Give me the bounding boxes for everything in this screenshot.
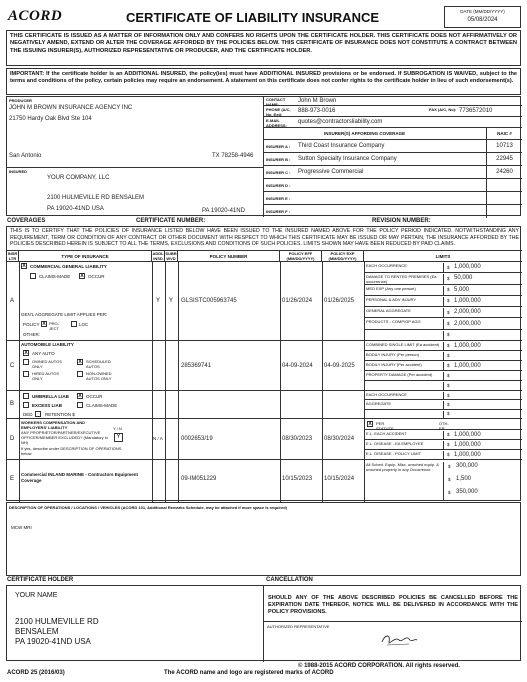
limit-value: 2,000,000 xyxy=(454,309,481,316)
policy-agg-checkbox[interactable]: X xyxy=(42,321,46,327)
dollar-sign: $ xyxy=(447,383,450,388)
limit-row xyxy=(364,330,522,341)
dollar-sign: $ xyxy=(447,321,450,327)
disclaimer: THIS CERTIFICATE IS ISSUED AS A MATTER OF INFORMATION ONLY AND CONFERS NO RIGHTS UPON THE CERTIFICATE HOLDER. THIS CERTIFICATE DOES NOT AFFIRMATIVELY OR NEGATIVELY AMEND, EXTEND OR ALTER THE COVERAGE AFFORDED BY THE POLICIES BELOW. THIS CERTIFICATE OF INSURANCE DOES NOT CONSTITUTE A CONTRACT BETWEEN THE ISSUING INSURER(S), AUTHORIZED REPRESENTATIVE OR PRODUCER, AND THE CERTIFICATE HOLDER. xyxy=(6,30,521,66)
dollar-sign: $ xyxy=(448,477,451,482)
limit-label xyxy=(366,331,444,341)
limit-value: 1,000,000 xyxy=(454,264,481,271)
limit-row xyxy=(364,341,522,351)
insured-address: 2100 HULMEVILLE RD BENSALEM xyxy=(47,195,145,201)
dollar-sign: $ xyxy=(447,373,450,378)
insurer-row xyxy=(264,204,522,217)
dollar-sign: $ xyxy=(447,309,450,315)
holder-line1: 2100 HULMEVILLE RD xyxy=(15,617,99,626)
umbrella-label: UMBRELLA LIAB xyxy=(32,394,69,399)
limit-label: COMBINED SINGLE LIMIT (Ea accident) xyxy=(366,342,444,351)
date-box xyxy=(444,6,521,28)
limit-value: 1,000,000 xyxy=(454,451,481,458)
limit-row xyxy=(364,361,522,371)
dollar-sign: $ xyxy=(447,343,450,348)
signature-mark xyxy=(379,630,419,650)
loc-agg-checkbox[interactable] xyxy=(71,321,77,327)
copyright: © 1988-2015 ACORD CORPORATION. All rights reserved. xyxy=(298,663,460,669)
limit-row xyxy=(364,440,522,450)
policy-agg-label: POLICY xyxy=(23,322,40,327)
excess-label: EXCESS LIAB xyxy=(32,403,63,408)
email-label: E-MAIL ADDRESS: xyxy=(266,118,287,128)
insurer-naic-value: 22945 xyxy=(496,156,513,162)
holder-name: YOUR NAME xyxy=(15,592,58,599)
wc-title: WORKERS COMPENSATION AND EMPLOYERS' LIABILITY xyxy=(21,420,85,430)
auto-exp: 04-09-2025 xyxy=(324,363,355,369)
limit-label: DAMAGE TO RENTED PREMISES (Ea occurrence) xyxy=(366,274,444,284)
col-type: TYPE OF INSURANCE xyxy=(19,251,152,262)
limit-row xyxy=(364,450,522,460)
inland-policy-number: 09-IM051229 xyxy=(181,476,217,482)
limit-value: 1,000,000 xyxy=(454,342,481,349)
limit-label: PROPERTY DAMAGE (Per accident) xyxy=(366,372,444,381)
date-label: DATE (MM/DD/YYYY) xyxy=(460,9,505,14)
limit-label: E.L. EACH ACCIDENT xyxy=(366,431,444,440)
limit-row xyxy=(364,371,522,381)
limit-label xyxy=(366,382,444,391)
limit-value: 5,000 xyxy=(454,286,470,293)
wc-exp: 08/30/2024 xyxy=(324,436,355,442)
wc-limits xyxy=(364,430,522,460)
auto-limits xyxy=(364,341,522,391)
coverages-notice: THIS IS TO CERTIFY THAT THE POLICIES OF INSURANCE LISTED BELOW HAVE BEEN ISSUED TO THE INSURED NAMED ABOVE FOR THE POLICY PERIOD INDICATED. NOTWITHSTANDING ANY REQUIREMENT, TERM OR CONDITION OF ANY CONTRACT OR OTHER DOCUMENT WITH RESPECT TO WHICH THIS CERTIFICATE MAY BE ISSUED OR MAY PERTAIN, THE INSURANCE AFFORDED BY THE POLICIES DESCRIBED HEREIN IS SUBJECT TO ALL THE TERMS, EXCLUSIONS AND CONDITIONS OF SUCH POLICIES. LIMITS SHOWN MAY HAVE BEEN REDUCED BY PAID CLAIMS. xyxy=(7,227,522,251)
wc-excluded-answer[interactable]: Y xyxy=(114,433,123,442)
contact-section xyxy=(264,97,522,139)
any-auto-checkbox[interactable]: X xyxy=(24,350,28,356)
limit-label: E.L. DISEASE - POLICY LIMIT xyxy=(366,451,444,460)
limit-value: 50,000 xyxy=(454,275,473,282)
ded-checkbox[interactable] xyxy=(35,411,41,417)
insurer-row-label: INSURER C : xyxy=(266,170,291,175)
dollar-sign: $ xyxy=(447,275,450,281)
auto-row xyxy=(7,341,522,391)
col-addl: ADDL INSD xyxy=(152,251,164,261)
insurer-row-label: INSURER A : xyxy=(266,144,291,149)
gl-limits xyxy=(364,262,522,341)
limit-label: AGGREGATE xyxy=(366,401,444,409)
dollar-sign: $ xyxy=(447,363,450,368)
fax-value: 7736572010 xyxy=(459,108,493,114)
retention-label: RETENTION $ xyxy=(45,412,75,417)
coverages-table xyxy=(6,226,521,501)
auto-ltr: C xyxy=(10,363,15,369)
dollar-sign: $ xyxy=(447,298,450,304)
naic-label: NAIC # xyxy=(497,131,512,136)
wc-statute-row xyxy=(364,419,522,430)
insured-section xyxy=(7,167,264,217)
insurer-row-label: INSURER E : xyxy=(266,196,291,201)
limit-row xyxy=(364,351,522,361)
col-eff: POLICY EFF (MM/DD/YYYY) xyxy=(280,251,322,262)
auto-policy-number: 285369741 xyxy=(181,363,212,369)
inland-value: 1,500 xyxy=(456,476,472,482)
inland-row xyxy=(7,460,522,502)
gl-eff: 01/26/2024 xyxy=(282,298,313,304)
col-exp: POLICY EXP (MM/DD/YYYY) xyxy=(322,251,364,262)
wc-policy-number: 0002653/19 xyxy=(181,436,213,442)
insurer-row-label: INSURER F : xyxy=(266,209,290,214)
email-value: quotes@contractorsliability.com xyxy=(298,119,383,125)
insurer-row-label: INSURER B : xyxy=(266,157,291,162)
col-insr: INSR LTR xyxy=(7,251,18,261)
gl-title: COMMERCIAL GENERAL LIABILITY xyxy=(30,264,107,269)
insurer-row-name: Progressive Commercial xyxy=(298,169,364,175)
occur-checkbox[interactable]: X xyxy=(80,273,84,279)
insurer-row-name: Third Coast Insurance Company xyxy=(298,143,385,149)
inland-value-row xyxy=(444,473,522,486)
limit-row xyxy=(364,262,522,273)
insured-name: YOUR COMPANY, LLC xyxy=(47,175,110,181)
col-policy: POLICY NUMBER xyxy=(178,251,280,262)
dollar-sign: $ xyxy=(447,332,450,338)
wc-eff: 08/30/2023 xyxy=(282,436,313,442)
holder-line3: PA 19020-41ND USA xyxy=(15,637,91,646)
auto-title: AUTOMOBILE LIABILITY xyxy=(21,342,74,347)
inland-exp: 10/15/2024 xyxy=(324,476,355,482)
auth-rep-label: AUTHORIZED REPRESENTATIVE xyxy=(267,624,330,629)
nonowned-label: NON-OWNED AUTOS ONLY xyxy=(86,371,112,381)
acord-marks: The ACORD name and logo are registered marks of ACORD xyxy=(164,670,334,676)
wc-row xyxy=(7,419,522,460)
owned-label: OWNED AUTOS ONLY xyxy=(32,359,62,369)
gl-row xyxy=(7,262,522,341)
limit-value: 1,000,000 xyxy=(454,441,481,448)
umbrella-claims-label: CLAIMS-MADE xyxy=(86,403,118,408)
limit-label: PERSONAL & ADV INJURY xyxy=(366,297,444,307)
insurer-row xyxy=(264,178,522,191)
scheduled-label: SCHEDULED AUTOS xyxy=(86,359,111,369)
limit-label: MED EXP (Any one person) xyxy=(366,286,444,296)
holder-label: CERTIFICATE HOLDER xyxy=(7,577,74,583)
dollar-sign: $ xyxy=(447,264,450,270)
dollar-sign: $ xyxy=(447,432,450,437)
inland-eff: 10/15/2023 xyxy=(282,476,313,482)
gl-exp: 01/26/2025 xyxy=(324,298,355,304)
limit-label: BODILY INJURY (Per accident) xyxy=(366,362,444,371)
insurer-row-name: Sutton Specialty Insurance Company xyxy=(298,156,397,162)
dollar-sign: $ xyxy=(448,464,451,469)
wc-na: N / A xyxy=(153,436,163,441)
gl-policy-number: GLSISTC005963745 xyxy=(181,298,237,304)
important-notice: IMPORTANT: If the certificate holder is an ADDITIONAL INSURED, the policy(ies) must have ADDITIONAL INSURED provisions or be endorsed. If SUBROGATION IS WAIVED, subject to the terms and conditions of the policy, certain policies may require an endorsement. A statement on this certificate does not confer rights to the certificate holder in lieu of such endorsement(s). xyxy=(6,68,521,95)
wc-ltr: D xyxy=(10,436,15,442)
ded-label: DED xyxy=(23,412,33,417)
insurer-row xyxy=(264,191,522,204)
limit-label: PRODUCTS - COMP/OP AGG xyxy=(366,319,444,329)
coverages-header xyxy=(6,217,521,226)
project-agg-label: PRO-JECT xyxy=(49,321,59,331)
limit-row xyxy=(364,430,522,440)
nonowned-checkbox[interactable] xyxy=(77,371,83,377)
phone-value: 888-973-0016 xyxy=(298,108,336,114)
gl-checkbox[interactable]: X xyxy=(22,263,26,269)
date-value: 05/08/2024 xyxy=(467,16,498,23)
dollar-sign: $ xyxy=(447,401,450,407)
limit-row xyxy=(364,285,522,296)
form-number: ACORD 25 (2016/03) xyxy=(7,670,65,676)
limit-row xyxy=(364,391,522,400)
cert-number-label: CERTIFICATE NUMBER: xyxy=(136,218,206,224)
insured-city: PA 19020-41ND USA xyxy=(47,206,104,212)
dollar-sign: $ xyxy=(447,452,450,457)
limit-row xyxy=(364,318,522,329)
loc-agg-label: LOC xyxy=(79,322,89,327)
dollar-sign: $ xyxy=(448,490,451,495)
description-section xyxy=(6,502,521,576)
wc-any-text: ANY PROPRIETOR/PARTNER/EXECUTIVE OFFICER/MEMBER EXCLUDED? (Mandatory in NH) xyxy=(21,430,108,445)
contact-name-label: CONTACT NAME: xyxy=(266,97,286,107)
hired-checkbox[interactable] xyxy=(23,371,29,377)
insurer-naic-value: 24260 xyxy=(496,169,513,175)
limit-row xyxy=(364,273,522,284)
description-label: DESCRIPTION OF OPERATIONS / LOCATIONS / VEHICLES (ACORD 101, Additional Remarks Schedule, may be attached if more space is required) xyxy=(9,505,287,510)
insurer-rows xyxy=(264,139,522,217)
dollar-sign: $ xyxy=(447,287,450,293)
producer-section xyxy=(7,97,264,167)
coverages-label: COVERAGES xyxy=(7,218,46,224)
limit-row xyxy=(364,307,522,318)
umbrella-occur-label: OCCUR xyxy=(86,394,103,399)
limit-label: GENERAL AGGREGATE xyxy=(366,308,444,318)
cancellation-section xyxy=(264,586,522,662)
insurer-row-label: INSURER D : xyxy=(266,183,291,188)
gl-subr: Y xyxy=(169,298,174,304)
umbrella-checkbox[interactable] xyxy=(23,393,29,399)
gen-agg-label: GEN'L AGGREGATE LIMIT APPLIES PER: xyxy=(21,312,108,317)
cancellation-label: CANCELLATION xyxy=(266,577,313,583)
page-title: CERTIFICATE OF LIABILITY INSURANCE xyxy=(126,10,380,25)
limit-row xyxy=(364,296,522,307)
limit-value: 1,000,000 xyxy=(454,362,481,369)
producer-address: 21750 Hardy Oak Blvd Ste 104 xyxy=(9,116,92,122)
insurer-row xyxy=(264,165,522,178)
insurer-row xyxy=(264,152,522,165)
dollar-sign: $ xyxy=(447,411,450,417)
header xyxy=(6,6,521,28)
inland-values xyxy=(444,460,522,502)
oth-er-label: OTH-ER xyxy=(439,421,449,431)
insurers-header: INSURER(S) AFFORDING COVERAGE xyxy=(324,131,406,136)
limit-value: 2,000,000 xyxy=(454,320,481,327)
gl-addl: Y xyxy=(156,298,161,304)
holder-section xyxy=(7,586,264,662)
dollar-sign: $ xyxy=(447,353,450,358)
insurer-naic-value: 10713 xyxy=(496,143,513,149)
limit-value: 1,000,000 xyxy=(454,431,481,438)
limit-row xyxy=(364,400,522,409)
umbrella-limits xyxy=(364,391,522,419)
col-limits: LIMITS xyxy=(435,254,451,259)
inland-value: 350,000 xyxy=(456,489,478,495)
producer-state-zip: TX 78258-4946 xyxy=(212,153,254,159)
inland-limit-labels: All Sched. Equip. Misc. unsched equip. & unsched property in any Occurrence xyxy=(366,462,444,500)
wc-yn: Y / N xyxy=(113,426,122,431)
inland-value-row xyxy=(444,486,522,499)
umbrella-claims-checkbox[interactable] xyxy=(77,402,83,408)
umbrella-row xyxy=(7,391,522,419)
revision-label: REVISION NUMBER: xyxy=(372,218,431,224)
holder-line2: BENSALEM xyxy=(15,627,59,636)
owned-checkbox[interactable] xyxy=(23,359,29,365)
inland-value: 300,000 xyxy=(456,463,478,469)
any-auto-label: ANY AUTO xyxy=(32,351,55,356)
cancellation-text: SHOULD ANY OF THE ABOVE DESCRIBED POLICIES BE CANCELLED BEFORE THE EXPIRATION DATE THEREOF, NOTICE WILL BE DELIVERED IN ACCORDANCE WITH THE POLICY PROVISIONS. xyxy=(264,586,522,622)
fax-label: FAX (A/C, No): xyxy=(429,107,457,112)
limit-label: E.L. DISEASE - EA EMPLOYEE xyxy=(366,441,444,450)
scheduled-checkbox[interactable]: X xyxy=(78,359,82,365)
certificate-page xyxy=(6,6,521,676)
umbrella-occur-checkbox[interactable]: X xyxy=(78,393,82,399)
auto-eff: 04-09-2024 xyxy=(282,363,313,369)
other-label: OTHER: xyxy=(23,332,41,337)
dollar-sign: $ xyxy=(447,442,450,447)
hired-label: HIRED AUTOS ONLY xyxy=(32,371,60,381)
umbrella-ltr: B xyxy=(10,401,15,407)
claims-made-label: CLAIMS-MADE xyxy=(39,274,71,279)
excess-checkbox[interactable] xyxy=(23,402,29,408)
producer-city: San Antonio xyxy=(9,153,42,159)
insured-city-right: PA 19020-41ND xyxy=(202,208,245,214)
insurer-row xyxy=(264,139,522,152)
producer-label: PRODUCER xyxy=(9,98,32,103)
phone-label: PHONE (A/C, No, Ext): xyxy=(266,107,291,117)
limit-label: EACH OCCURRENCE xyxy=(366,392,444,400)
inland-value-row xyxy=(444,460,522,473)
limit-label xyxy=(366,411,444,419)
occur-label: OCCUR xyxy=(88,274,105,279)
holder-cancel-block xyxy=(6,585,521,661)
acord-logo: ACORD xyxy=(8,8,63,24)
dollar-sign: $ xyxy=(447,392,450,398)
col-subr: SUBR WVD xyxy=(165,251,177,261)
limit-row xyxy=(364,410,522,419)
inland-ltr: E xyxy=(10,476,15,482)
limit-label: EACH OCCURRENCE xyxy=(366,263,444,273)
inland-title: Commercial INLAND MARINE - Contractors Equipment Coverage xyxy=(21,472,139,483)
claims-made-checkbox[interactable] xyxy=(30,273,36,279)
insured-label: INSURED xyxy=(9,169,28,174)
producer-insurer-block xyxy=(6,96,521,216)
producer-name: JOHN M BROWN INSURANCE AGENCY INC xyxy=(9,105,133,111)
limit-value: 1,000,000 xyxy=(454,297,481,304)
limit-row xyxy=(364,381,522,391)
per-statute-checkbox[interactable]: X xyxy=(368,421,372,427)
limit-label: BODILY INJURY (Per person) xyxy=(366,352,444,361)
gl-ltr: A xyxy=(10,298,15,304)
wc-yes-text: If yes, describe under DESCRIPTION OF OPERATIONS below xyxy=(21,446,122,456)
contact-name: John M Brown xyxy=(298,98,337,104)
description-text: MCW MRI xyxy=(11,525,32,530)
column-headers xyxy=(7,251,522,262)
per-statute-label: PER STATUTE xyxy=(376,421,394,431)
